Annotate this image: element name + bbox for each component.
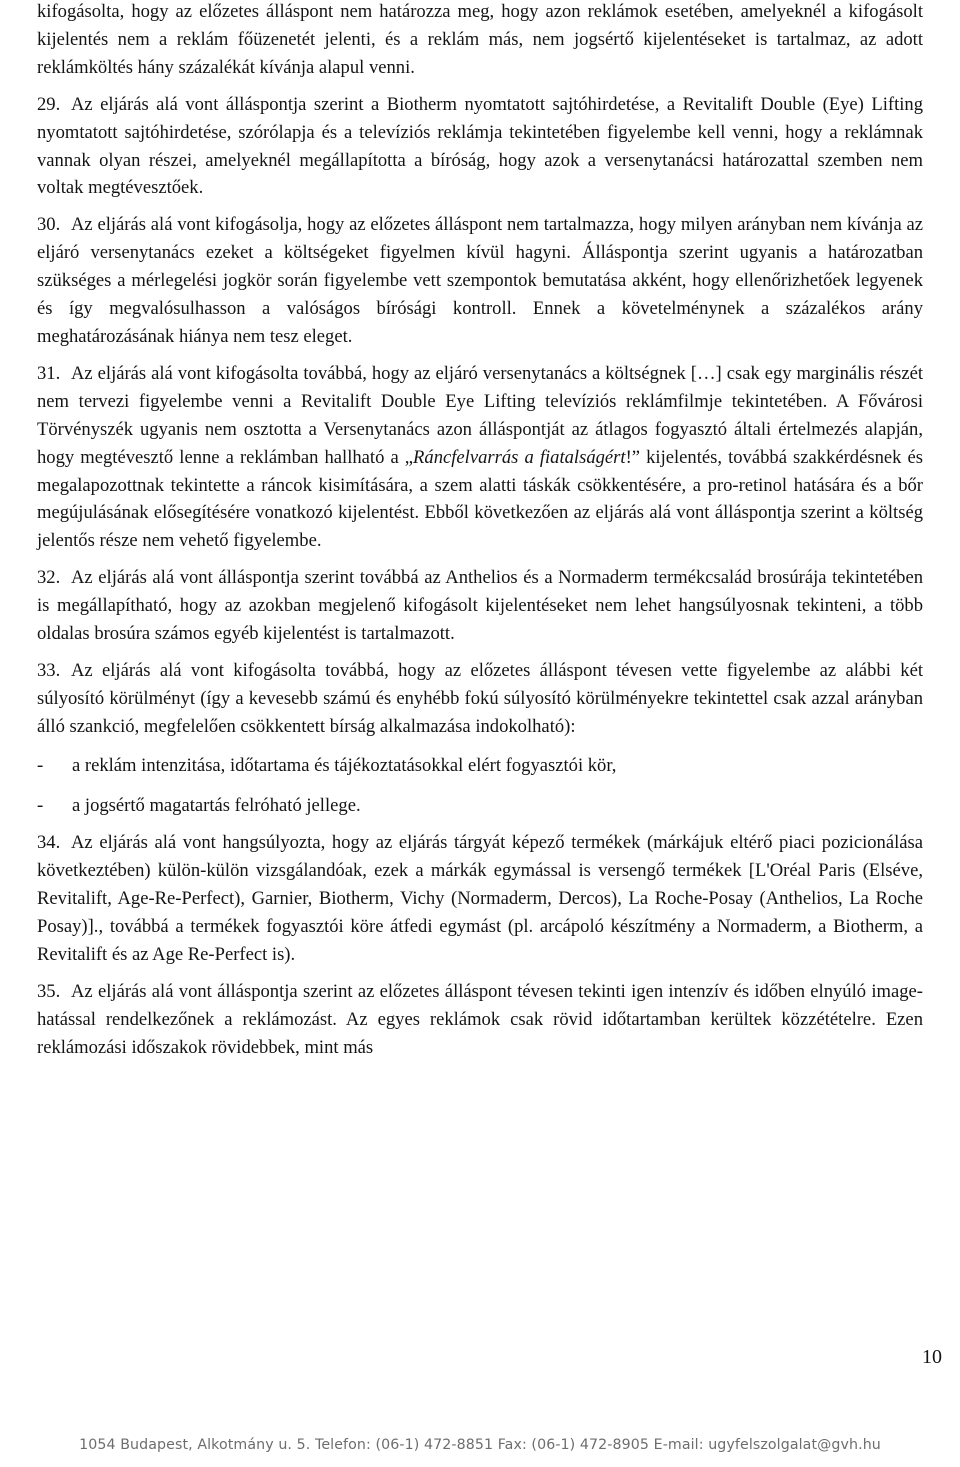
bullet-item-1 — [37, 752, 923, 780]
paragraph-28-continued: kifogásolta, hogy az előzetes álláspont nem határozza meg, hogy azon reklámok esetében, amelyeknél a kifogásolt kijelentés nem a reklám főüzenetét jelenti, és a reklám más, nem jogsértő kijelentéseket is tartalmaz, az adott reklámköltés hány százalékát kívánja alapul venni. — [37, 1, 923, 78]
paragraph-31 — [37, 360, 923, 555]
paragraph-number: 33. — [37, 659, 61, 681]
paragraph-number: 31. — [37, 362, 61, 384]
page-number: 10 — [922, 1346, 942, 1368]
paragraph-text — [37, 360, 923, 555]
paragraph-text-part: !” kijelentés, továbbá szakkérdésnek és megalapozottnak tekintette a ráncok kisimítására, a szem alatti táskák csökkentésére, a pro-retinol hatására és a bőr megújulásának elősegítésére vonatkozó kijelentést. Ebből következően az eljárás alá vont álláspontja szerint a költség jelentős része nem vehető figyelembe. — [37, 446, 924, 552]
bullet-text: a jogsértő magatartás felróható jellege. — [72, 794, 361, 816]
paragraph-29 — [37, 91, 923, 203]
paragraph-text: Az eljárás alá vont álláspontja szerint továbbá az Anthelios és a Normaderm termékcsalád brosúrája tekintetében is megállapítható, hogy az azokban megjelenő kifogásolt kijelentéseket nem lehet hangsúlyosnak tekinteni, a több oldalas brosúra számos egyéb kijelentést is tartalmazott. — [37, 567, 923, 645]
paragraph-text: Az eljárás alá vont álláspontja szerint az előzetes álláspont tévesen tekinti igen intenzív és időben elnyúló image-hatással rendelkezőnek a reklámozást. Az egyes reklámok csak rövid időtartamban kerültek közzétételre. Ezen reklámozási időszakok rövidebbek, mint más — [37, 981, 923, 1058]
paragraph-32 — [37, 564, 923, 648]
bullet-item-2 — [37, 792, 923, 820]
paragraph-number: 34. — [37, 832, 61, 854]
bullet-dash: - — [37, 754, 44, 776]
page-footer: 1054 Budapest, Alkotmány u. 5. Telefon: (06-1) 472-8851 Fax: (06-1) 472-8905 E-mail: ugyfelszolgalat@gvh.hu — [79, 1437, 881, 1453]
paragraph-number: 29. — [37, 93, 61, 115]
paragraph-34 — [37, 829, 923, 969]
paragraph-text: Az eljárás alá vont kifogásolta továbbá, hogy az előzetes álláspont tévesen vette figyelembe az alábbi két súlyosító körülményt (így a kevesebb számú és enyhébb fokú súlyosító körülményekre tekintettel csak azzal arányban álló szankció, megfelelően csökkentett bírság alkalmazása indokolható): — [37, 659, 923, 737]
paragraph-number: 30. — [37, 214, 61, 236]
document-body — [37, 0, 923, 1062]
bullet-text: a reklám intenzitása, időtartama és tájékoztatásokkal elért fogyasztói kör, — [72, 754, 617, 776]
paragraph-text: Az eljárás alá vont kifogásolja, hogy az előzetes álláspont nem tartalmazza, hogy milyen arányban nem kívánja az eljáró versenytanács ezeket a költségeket figyelmen kívül hagyni. Álláspontja szerint ugyanis a határozatban szükséges a mérlegelési jogkör során figyelembe vett szempontok bemutatása akként, hogy ellenőrizhetőek legyenek és így megvalósulhasson a valóságos bírósági kontroll. Ennek a követelménynek a százalékos arány meghatározásának hiánya nem tesz eleget. — [37, 214, 923, 347]
paragraph-35 — [37, 978, 923, 1062]
bullet-dash: - — [37, 794, 44, 816]
paragraph-30 — [37, 211, 923, 351]
paragraph-number: 32. — [37, 567, 61, 589]
quoted-slogan: Ráncfelvarrás a fiatalságért — [413, 446, 626, 468]
paragraph-text-part: Az eljárás alá vont kifogásolta továbbá, hogy az eljáró versenytanács a költségnek […] csak egy marginális részét nem tervezi figyelembe venni a Revitalift Double Eye Lifting televíziós reklámfilmje tekintetében. A Fővárosi Törvényszék ugyanis nem osztotta a Versenytanács azon álláspontját az átlagos fogyasztó általi értelmezés alapján, hogy megtévesztő lenne a reklámban hallható a „ — [37, 362, 923, 468]
paragraph-33 — [37, 657, 923, 741]
paragraph-text: Az eljárás alá vont hangsúlyozta, hogy az eljárás tárgyát képező termékek (márkájuk eltérő piaci pozicionálása következtében) külön-külön vizsgálandóak, ezek a márkák egymással is versengő termékek [L'Oréal Paris (Elséve, Revitalift, Age-Re-Perfect), Garnier, Biotherm, Vichy (Normaderm, Dercos), La Roche-Posay (Anthelios, La Roche Posay)]., továbbá a termékek fogyasztói köre átfedi egymást (pl. arcápoló készítmény a Normaderm, a Biotherm, a Revitalift és az Age Re-Perfect is). — [37, 832, 923, 966]
paragraph-text: Az eljárás alá vont álláspontja szerint a Biotherm nyomtatott sajtóhirdetése, a Revitalift Double (Eye) Lifting nyomtatott sajtóhirdetése, szórólapja és a televíziós reklámja tekintetében figyelembe kell venni, hogy a reklámnak vannak olyan részei, amelyeknél megállapította a bíróság, hogy azok a versenytanácsi határozattal szemben nem voltak megtévesztőek. — [37, 93, 923, 199]
paragraph-number: 35. — [37, 981, 61, 1002]
